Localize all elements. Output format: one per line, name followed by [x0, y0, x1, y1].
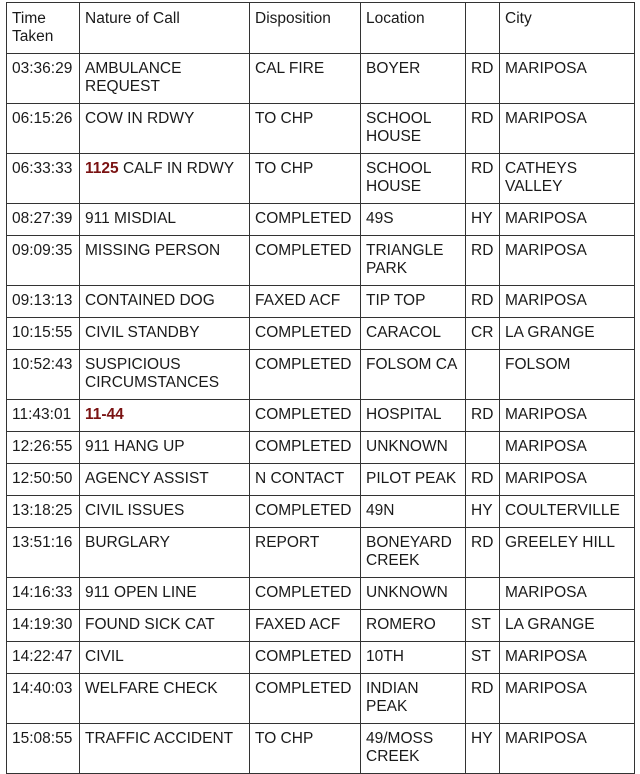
cell-suffix: RD [466, 400, 500, 432]
cell-time: 09:09:35 [7, 236, 80, 286]
cell-city: CATHEYS VALLEY [500, 154, 635, 204]
cell-city: MARIPOSA [500, 642, 635, 674]
cell-time: 06:33:33 [7, 154, 80, 204]
header-row [7, 3, 635, 54]
header-city: City [500, 3, 635, 54]
cell-suffix [466, 578, 500, 610]
cell-suffix [466, 432, 500, 464]
cell-disposition: COMPLETED [250, 642, 361, 674]
cell-disposition: REPORT [250, 528, 361, 578]
table-row [7, 154, 635, 204]
cell-location: HOSPITAL [361, 400, 466, 432]
header-disposition: Disposition [250, 3, 361, 54]
cell-location: FOLSOM CA [361, 350, 466, 400]
cell-location: UNKNOWN [361, 432, 466, 464]
cell-city: MARIPOSA [500, 104, 635, 154]
nature-text: MISSING PERSON [85, 242, 221, 259]
cell-disposition: CAL FIRE [250, 54, 361, 104]
cell-location: ROMERO [361, 610, 466, 642]
cell-nature [80, 642, 250, 674]
cell-suffix: CR [466, 318, 500, 350]
nature-text: BURGLARY [85, 534, 170, 551]
nature-text: AMBULANCE REQUEST [85, 60, 182, 95]
cell-time: 13:51:16 [7, 528, 80, 578]
cell-city: LA GRANGE [500, 610, 635, 642]
cell-suffix: HY [466, 724, 500, 774]
cell-disposition: COMPLETED [250, 318, 361, 350]
table-row [7, 464, 635, 496]
cell-city: MARIPOSA [500, 400, 635, 432]
cell-disposition: TO CHP [250, 154, 361, 204]
cell-time: 09:13:13 [7, 286, 80, 318]
cell-city: MARIPOSA [500, 432, 635, 464]
cell-nature [80, 318, 250, 350]
cell-city: MARIPOSA [500, 674, 635, 724]
cell-disposition: COMPLETED [250, 400, 361, 432]
cell-disposition: N CONTACT [250, 464, 361, 496]
cell-location: 49/MOSS CREEK [361, 724, 466, 774]
cell-city: MARIPOSA [500, 236, 635, 286]
cell-disposition: COMPLETED [250, 674, 361, 724]
cell-disposition: COMPLETED [250, 350, 361, 400]
table-row [7, 528, 635, 578]
cell-suffix: ST [466, 642, 500, 674]
table-row [7, 236, 635, 286]
cell-city: FOLSOM [500, 350, 635, 400]
cell-disposition: COMPLETED [250, 578, 361, 610]
cell-nature [80, 350, 250, 400]
cell-nature [80, 54, 250, 104]
table-row [7, 318, 635, 350]
call-code: 11-44 [85, 406, 124, 423]
call-log-table [6, 2, 635, 774]
cell-nature [80, 496, 250, 528]
cell-location: UNKNOWN [361, 578, 466, 610]
cell-nature [80, 104, 250, 154]
cell-time: 14:16:33 [7, 578, 80, 610]
table-row [7, 642, 635, 674]
table-row [7, 432, 635, 464]
header-nature: Nature of Call [80, 3, 250, 54]
table-row [7, 400, 635, 432]
cell-disposition: COMPLETED [250, 496, 361, 528]
nature-text: CIVIL STANDBY [85, 324, 200, 341]
cell-city: MARIPOSA [500, 286, 635, 318]
nature-text: FOUND SICK CAT [85, 616, 215, 633]
cell-nature [80, 674, 250, 724]
cell-location: INDIAN PEAK [361, 674, 466, 724]
cell-city: LA GRANGE [500, 318, 635, 350]
nature-text: 911 OPEN LINE [85, 584, 197, 601]
cell-city: COULTERVILLE [500, 496, 635, 528]
cell-nature [80, 236, 250, 286]
cell-location: 49S [361, 204, 466, 236]
cell-city: GREELEY HILL [500, 528, 635, 578]
table-row [7, 724, 635, 774]
cell-city: MARIPOSA [500, 724, 635, 774]
table-row [7, 578, 635, 610]
cell-time: 06:15:26 [7, 104, 80, 154]
nature-text: CALF IN RDWY [122, 160, 235, 177]
table-row [7, 104, 635, 154]
nature-text: CIVIL ISSUES [85, 502, 185, 519]
cell-suffix [466, 350, 500, 400]
cell-suffix: HY [466, 496, 500, 528]
cell-nature [80, 610, 250, 642]
nature-text: WELFARE CHECK [85, 680, 218, 697]
cell-suffix: ST [466, 610, 500, 642]
cell-suffix: RD [466, 154, 500, 204]
nature-text: CIVIL [85, 648, 124, 665]
cell-nature [80, 578, 250, 610]
cell-time: 03:36:29 [7, 54, 80, 104]
call-code: 1125 [85, 160, 119, 177]
cell-disposition: COMPLETED [250, 236, 361, 286]
table-header [7, 3, 635, 54]
table-row [7, 496, 635, 528]
cell-suffix: RD [466, 104, 500, 154]
cell-disposition: TO CHP [250, 104, 361, 154]
table-row [7, 350, 635, 400]
cell-nature [80, 528, 250, 578]
header-time: Time Taken [7, 3, 80, 54]
cell-suffix: RD [466, 674, 500, 724]
cell-location: SCHOOL HOUSE [361, 154, 466, 204]
cell-suffix: RD [466, 528, 500, 578]
nature-text: 911 MISDIAL [85, 210, 177, 227]
nature-text: SUSPICIOUS CIRCUMSTANCES [85, 356, 220, 391]
cell-city: MARIPOSA [500, 578, 635, 610]
cell-location: SCHOOL HOUSE [361, 104, 466, 154]
cell-time: 10:15:55 [7, 318, 80, 350]
cell-disposition: COMPLETED [250, 432, 361, 464]
table-row [7, 610, 635, 642]
cell-time: 10:52:43 [7, 350, 80, 400]
table-row [7, 286, 635, 318]
cell-time: 12:50:50 [7, 464, 80, 496]
nature-text: CONTAINED DOG [85, 292, 215, 309]
cell-nature [80, 400, 250, 432]
cell-time: 12:26:55 [7, 432, 80, 464]
cell-suffix: RD [466, 54, 500, 104]
cell-nature [80, 154, 250, 204]
cell-disposition: COMPLETED [250, 204, 361, 236]
cell-suffix: RD [466, 236, 500, 286]
nature-text: COW IN RDWY [85, 110, 195, 127]
table-row [7, 674, 635, 724]
cell-city: MARIPOSA [500, 54, 635, 104]
cell-disposition: FAXED ACF [250, 286, 361, 318]
cell-nature [80, 204, 250, 236]
cell-disposition: TO CHP [250, 724, 361, 774]
cell-nature [80, 432, 250, 464]
table-body [7, 54, 635, 774]
header-suffix [466, 3, 500, 54]
cell-time: 13:18:25 [7, 496, 80, 528]
cell-nature [80, 724, 250, 774]
nature-text: TRAFFIC ACCIDENT [85, 730, 234, 747]
cell-time: 14:40:03 [7, 674, 80, 724]
cell-location: TRIANGLE PARK [361, 236, 466, 286]
cell-location: CARACOL [361, 318, 466, 350]
cell-location: TIP TOP [361, 286, 466, 318]
cell-time: 11:43:01 [7, 400, 80, 432]
cell-disposition: FAXED ACF [250, 610, 361, 642]
cell-time: 14:22:47 [7, 642, 80, 674]
cell-suffix: HY [466, 204, 500, 236]
cell-nature [80, 464, 250, 496]
table-row [7, 204, 635, 236]
cell-suffix: RD [466, 464, 500, 496]
cell-location: 49N [361, 496, 466, 528]
cell-location: BONEYARD CREEK [361, 528, 466, 578]
cell-time: 14:19:30 [7, 610, 80, 642]
header-location: Location [361, 3, 466, 54]
nature-text: 911 HANG UP [85, 438, 185, 455]
cell-location: PILOT PEAK [361, 464, 466, 496]
cell-location: BOYER [361, 54, 466, 104]
cell-suffix: RD [466, 286, 500, 318]
table-row [7, 54, 635, 104]
cell-time: 15:08:55 [7, 724, 80, 774]
cell-nature [80, 286, 250, 318]
cell-city: MARIPOSA [500, 464, 635, 496]
cell-location: 10TH [361, 642, 466, 674]
cell-city: MARIPOSA [500, 204, 635, 236]
nature-text: AGENCY ASSIST [85, 470, 209, 487]
cell-time: 08:27:39 [7, 204, 80, 236]
